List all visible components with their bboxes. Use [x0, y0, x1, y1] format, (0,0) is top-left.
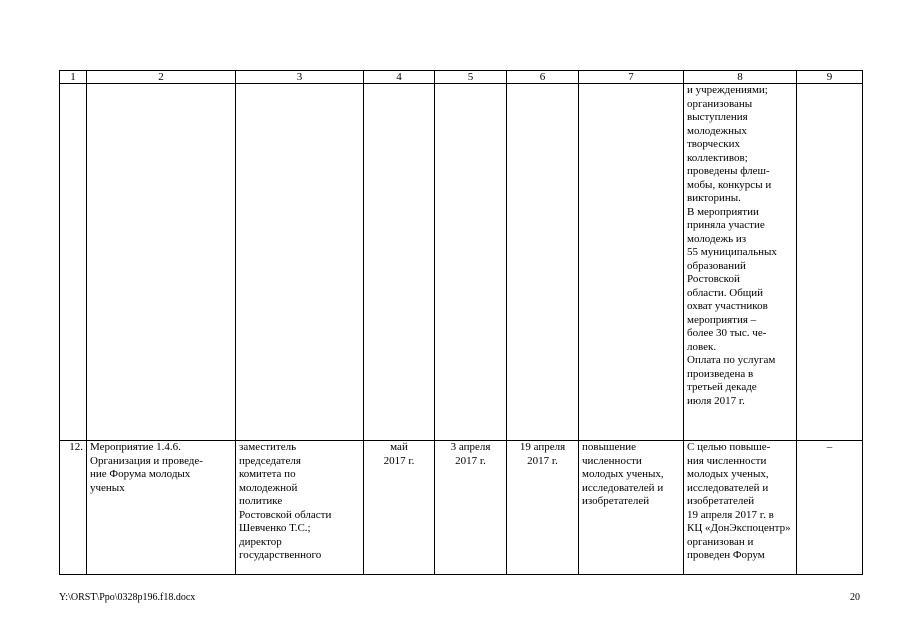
actual-result-cell: С целью повыше- ния численности молодых ученых, исследователей и изобретателей 19 апреля 2017 г. в КЦ «ДонЭкспоцентр» организован и проведен Форум — [684, 441, 797, 575]
row-number-cell: 12. — [60, 441, 87, 575]
table-cell — [236, 84, 364, 441]
header-cell: 2 — [87, 71, 236, 84]
header-cell: 6 — [507, 71, 579, 84]
header-cell: 7 — [579, 71, 684, 84]
table-cell — [797, 84, 863, 441]
table-header-row — [60, 71, 863, 84]
footer-page-number: 20 — [850, 592, 860, 603]
header-cell: 8 — [684, 71, 797, 84]
table-row-continuation — [60, 84, 863, 441]
table-cell — [579, 84, 684, 441]
notes-cell: – — [797, 441, 863, 575]
table-cell — [60, 84, 87, 441]
responsible-cell: заместитель председателя комитета по молодежной политике Ростовской области Шевченко Т.С.; директор государственного — [236, 441, 364, 575]
header-cell: 4 — [364, 71, 435, 84]
header-cell: 9 — [797, 71, 863, 84]
end-date-cell: 19 апреля 2017 г. — [507, 441, 579, 575]
header-cell: 5 — [435, 71, 507, 84]
header-cell: 1 — [60, 71, 87, 84]
table-cell — [435, 84, 507, 441]
expected-result-cell: повышение численности молодых ученых, исследователей и изобретателей — [579, 441, 684, 575]
table-row-12 — [60, 441, 863, 575]
footer-file-path: Y:\ORST\Ppo\0328p196.f18.docx — [59, 592, 196, 603]
plan-date-cell: май 2017 г. — [364, 441, 435, 575]
table-cell — [87, 84, 236, 441]
table-cell — [364, 84, 435, 441]
event-cell: Мероприятие 1.4.6. Организация и проведе- ние Форума молодых ученых — [87, 441, 236, 575]
report-table — [59, 70, 863, 575]
actual-result-cell: и учреждениями; организованы выступления молодежных творческих коллективов; проведены флеш- мобы, конкурсы и викторины. В мероприятии приняла участие молодежь из 55 муниципальных образований Ростовской области. Общий охват участников мероприятия – более 30 тыс. че- ловек. Оплата по услугам произведена в третьей декаде июля 2017 г. — [684, 84, 797, 441]
header-cell: 3 — [236, 71, 364, 84]
start-date-cell: 3 апреля 2017 г. — [435, 441, 507, 575]
table-cell — [507, 84, 579, 441]
